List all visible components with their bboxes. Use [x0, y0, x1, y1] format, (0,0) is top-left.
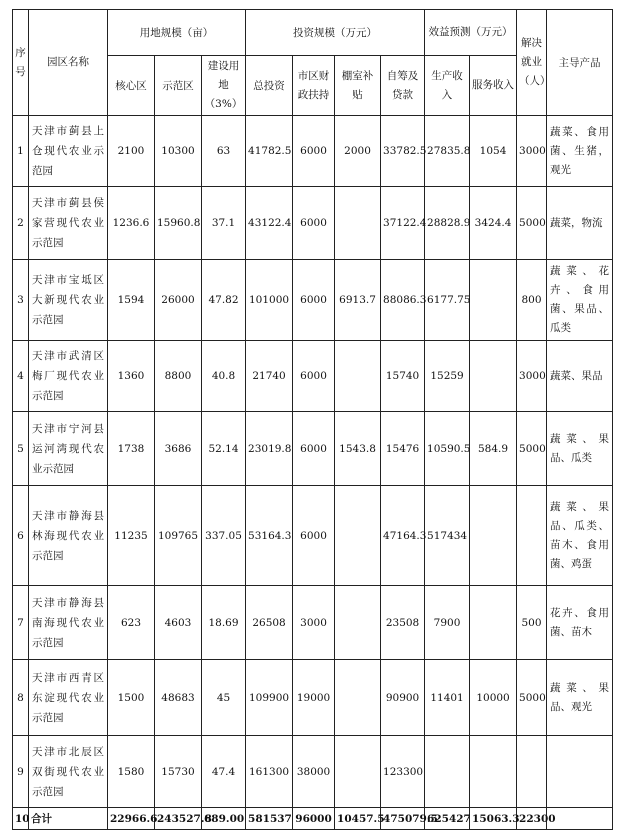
- total-shed: 10457.5: [335, 808, 381, 830]
- total-label: 合计: [29, 808, 108, 830]
- cell-build: 47.82: [202, 260, 246, 341]
- cell-total-invest: 21740: [246, 341, 293, 412]
- header-name: 园区名称: [29, 10, 108, 116]
- cell-jobs: 500: [517, 586, 547, 660]
- cell-demo: 15960.8: [155, 187, 202, 260]
- cell-city-fund: 3000: [293, 586, 335, 660]
- cell-jobs: [517, 486, 547, 586]
- cell-shed: [335, 736, 381, 808]
- cell-core: 1236.6: [108, 187, 155, 260]
- cell-total-invest: 161300: [246, 736, 293, 808]
- cell-self-fund: 15476: [381, 412, 425, 486]
- cell-seq: 8: [13, 660, 29, 736]
- cell-service-income: [470, 341, 517, 412]
- cell-demo: 8800: [155, 341, 202, 412]
- total-jobs: 22300: [517, 808, 547, 830]
- cell-service-income: 584.9: [470, 412, 517, 486]
- cell-shed: [335, 486, 381, 586]
- header-service-income: 服务收入: [470, 56, 517, 116]
- cell-self-fund: 47164.3: [381, 486, 425, 586]
- cell-prod-income: 28828.9: [425, 187, 470, 260]
- cell-name: 天津市北辰区双街现代农业示范园: [29, 736, 108, 808]
- header-invest: 投资规模（万元）: [246, 10, 425, 56]
- cell-prod-income: 10590.5: [425, 412, 470, 486]
- cell-seq: 5: [13, 412, 29, 486]
- cell-core: 1360: [108, 341, 155, 412]
- cell-total-invest: 101000: [246, 260, 293, 341]
- cell-jobs: 5000: [517, 187, 547, 260]
- cell-self-fund: 88086.3: [381, 260, 425, 341]
- cell-service-income: 3424.4: [470, 187, 517, 260]
- header-total-invest: 总投资: [246, 56, 293, 116]
- table-row: [13, 341, 613, 412]
- cell-service-income: [470, 736, 517, 808]
- table-row: [13, 187, 613, 260]
- cell-city-fund: 6000: [293, 260, 335, 341]
- cell-products: 蔬菜、花卉、食用菌、果品、瓜类: [547, 260, 613, 341]
- cell-core: 2100: [108, 116, 155, 187]
- cell-build: 37.1: [202, 187, 246, 260]
- cell-jobs: 5000: [517, 660, 547, 736]
- header-build: 建设用地（3%）: [202, 56, 246, 116]
- cell-demo: 4603: [155, 586, 202, 660]
- cell-build: 52.14: [202, 412, 246, 486]
- cell-service-income: 10000: [470, 660, 517, 736]
- cell-build: 45: [202, 660, 246, 736]
- cell-self-fund: 90900: [381, 660, 425, 736]
- table-row: [13, 736, 613, 808]
- cell-self-fund: 33782.5: [381, 116, 425, 187]
- cell-name: 天津市静海县南海现代农业示范园: [29, 586, 108, 660]
- header-seq: 序号: [13, 10, 29, 116]
- cell-service-income: [470, 586, 517, 660]
- total-city-fund: 96000: [293, 808, 335, 830]
- cell-self-fund: 37122.4: [381, 187, 425, 260]
- cell-products: 蔬菜，物流: [547, 187, 613, 260]
- cell-prod-income: 11401: [425, 660, 470, 736]
- cell-core: 623: [108, 586, 155, 660]
- cell-core: 1500: [108, 660, 155, 736]
- cell-jobs: 3000: [517, 116, 547, 187]
- cell-total-invest: 43122.4: [246, 187, 293, 260]
- cell-total-invest: 53164.3: [246, 486, 293, 586]
- header-land: 用地规模（亩）: [108, 10, 246, 56]
- cell-shed: 6913.7: [335, 260, 381, 341]
- cell-self-fund: 15740: [381, 341, 425, 412]
- total-self-fund: 475079.5: [381, 808, 425, 830]
- cell-demo: 109765: [155, 486, 202, 586]
- cell-city-fund: 19000: [293, 660, 335, 736]
- cell-products: 花卉、食用菌、苗木: [547, 586, 613, 660]
- cell-build: 18.69: [202, 586, 246, 660]
- cell-seq: 7: [13, 586, 29, 660]
- park-table: [12, 9, 613, 830]
- header-core: 核心区: [108, 56, 155, 116]
- cell-seq: 2: [13, 187, 29, 260]
- cell-name: 天津市武清区梅厂现代农业示范园: [29, 341, 108, 412]
- cell-city-fund: 6000: [293, 412, 335, 486]
- cell-demo: 15730: [155, 736, 202, 808]
- cell-self-fund: 123300: [381, 736, 425, 808]
- cell-jobs: 5000: [517, 412, 547, 486]
- header-city-fund: 市区财政扶持: [293, 56, 335, 116]
- total-service-income: 15063.3: [470, 808, 517, 830]
- cell-products: 蔬菜、果品、瓜类、苗木、食用菌、鸡蛋: [547, 486, 613, 586]
- cell-products: 蔬菜、果品: [547, 341, 613, 412]
- cell-core: 11235: [108, 486, 155, 586]
- header-shed: 棚室补贴: [335, 56, 381, 116]
- total-seq: 10: [13, 808, 29, 830]
- cell-build: 47.4: [202, 736, 246, 808]
- header-demo: 示范区: [155, 56, 202, 116]
- total-products: [547, 808, 613, 830]
- cell-name: 天津市静海县林海现代农业示范园: [29, 486, 108, 586]
- cell-demo: 10300: [155, 116, 202, 187]
- cell-shed: [335, 660, 381, 736]
- table-row: [13, 412, 613, 486]
- table-row: [13, 116, 613, 187]
- total-build: 689.00: [202, 808, 246, 830]
- cell-seq: 9: [13, 736, 29, 808]
- table-row: [13, 660, 613, 736]
- cell-city-fund: 6000: [293, 116, 335, 187]
- cell-build: 337.05: [202, 486, 246, 586]
- cell-prod-income: 27835.8: [425, 116, 470, 187]
- cell-total-invest: 109900: [246, 660, 293, 736]
- total-row: [13, 808, 613, 830]
- cell-products: [547, 736, 613, 808]
- cell-products: 蔬菜、食用菌、生猪，观光: [547, 116, 613, 187]
- total-invest: 581537: [246, 808, 293, 830]
- header-self-fund: 自筹及贷款: [381, 56, 425, 116]
- cell-demo: 26000: [155, 260, 202, 341]
- cell-build: 63: [202, 116, 246, 187]
- cell-demo: 48683: [155, 660, 202, 736]
- total-core: 22966.6: [108, 808, 155, 830]
- table-row: [13, 586, 613, 660]
- total-prod-income: 625427: [425, 808, 470, 830]
- cell-core: 1580: [108, 736, 155, 808]
- header-prod-income: 生产收入: [425, 56, 470, 116]
- cell-seq: 1: [13, 116, 29, 187]
- cell-prod-income: [425, 736, 470, 808]
- cell-self-fund: 23508: [381, 586, 425, 660]
- cell-city-fund: 6000: [293, 341, 335, 412]
- header-jobs: 解决就业（人）: [517, 10, 547, 116]
- header-benefit: 效益预测（万元）: [425, 10, 517, 56]
- cell-city-fund: 6000: [293, 486, 335, 586]
- cell-products: 蔬菜、果品、观光: [547, 660, 613, 736]
- cell-seq: 3: [13, 260, 29, 341]
- header-products: 主导产品: [547, 10, 613, 116]
- cell-products: 蔬菜、果品、瓜类: [547, 412, 613, 486]
- cell-city-fund: 6000: [293, 187, 335, 260]
- cell-demo: 3686: [155, 412, 202, 486]
- cell-total-invest: 23019.8: [246, 412, 293, 486]
- cell-shed: [335, 586, 381, 660]
- cell-prod-income: 6177.75: [425, 260, 470, 341]
- cell-jobs: [517, 736, 547, 808]
- table-row: [13, 486, 613, 586]
- cell-seq: 6: [13, 486, 29, 586]
- cell-core: 1594: [108, 260, 155, 341]
- cell-core: 1738: [108, 412, 155, 486]
- cell-jobs: 800: [517, 260, 547, 341]
- cell-prod-income: 7900: [425, 586, 470, 660]
- cell-service-income: [470, 486, 517, 586]
- cell-service-income: 1054: [470, 116, 517, 187]
- cell-city-fund: 38000: [293, 736, 335, 808]
- cell-name: 天津市宁河县运河湾现代农业示范园: [29, 412, 108, 486]
- cell-shed: [335, 187, 381, 260]
- cell-shed: 2000: [335, 116, 381, 187]
- cell-prod-income: 15259: [425, 341, 470, 412]
- cell-prod-income: 517434: [425, 486, 470, 586]
- cell-name: 天津市宝坻区大新现代农业示范园: [29, 260, 108, 341]
- cell-name: 天津市蓟县侯家营现代农业示范园: [29, 187, 108, 260]
- cell-service-income: [470, 260, 517, 341]
- cell-total-invest: 41782.5: [246, 116, 293, 187]
- cell-total-invest: 26508: [246, 586, 293, 660]
- cell-name: 天津市西青区东淀现代农业示范园: [29, 660, 108, 736]
- cell-seq: 4: [13, 341, 29, 412]
- cell-shed: [335, 341, 381, 412]
- cell-build: 40.8: [202, 341, 246, 412]
- cell-shed: 1543.8: [335, 412, 381, 486]
- total-demo: 243527.8: [155, 808, 202, 830]
- cell-jobs: 3000: [517, 341, 547, 412]
- cell-name: 天津市蓟县上仓现代农业示范园: [29, 116, 108, 187]
- table-row: [13, 260, 613, 341]
